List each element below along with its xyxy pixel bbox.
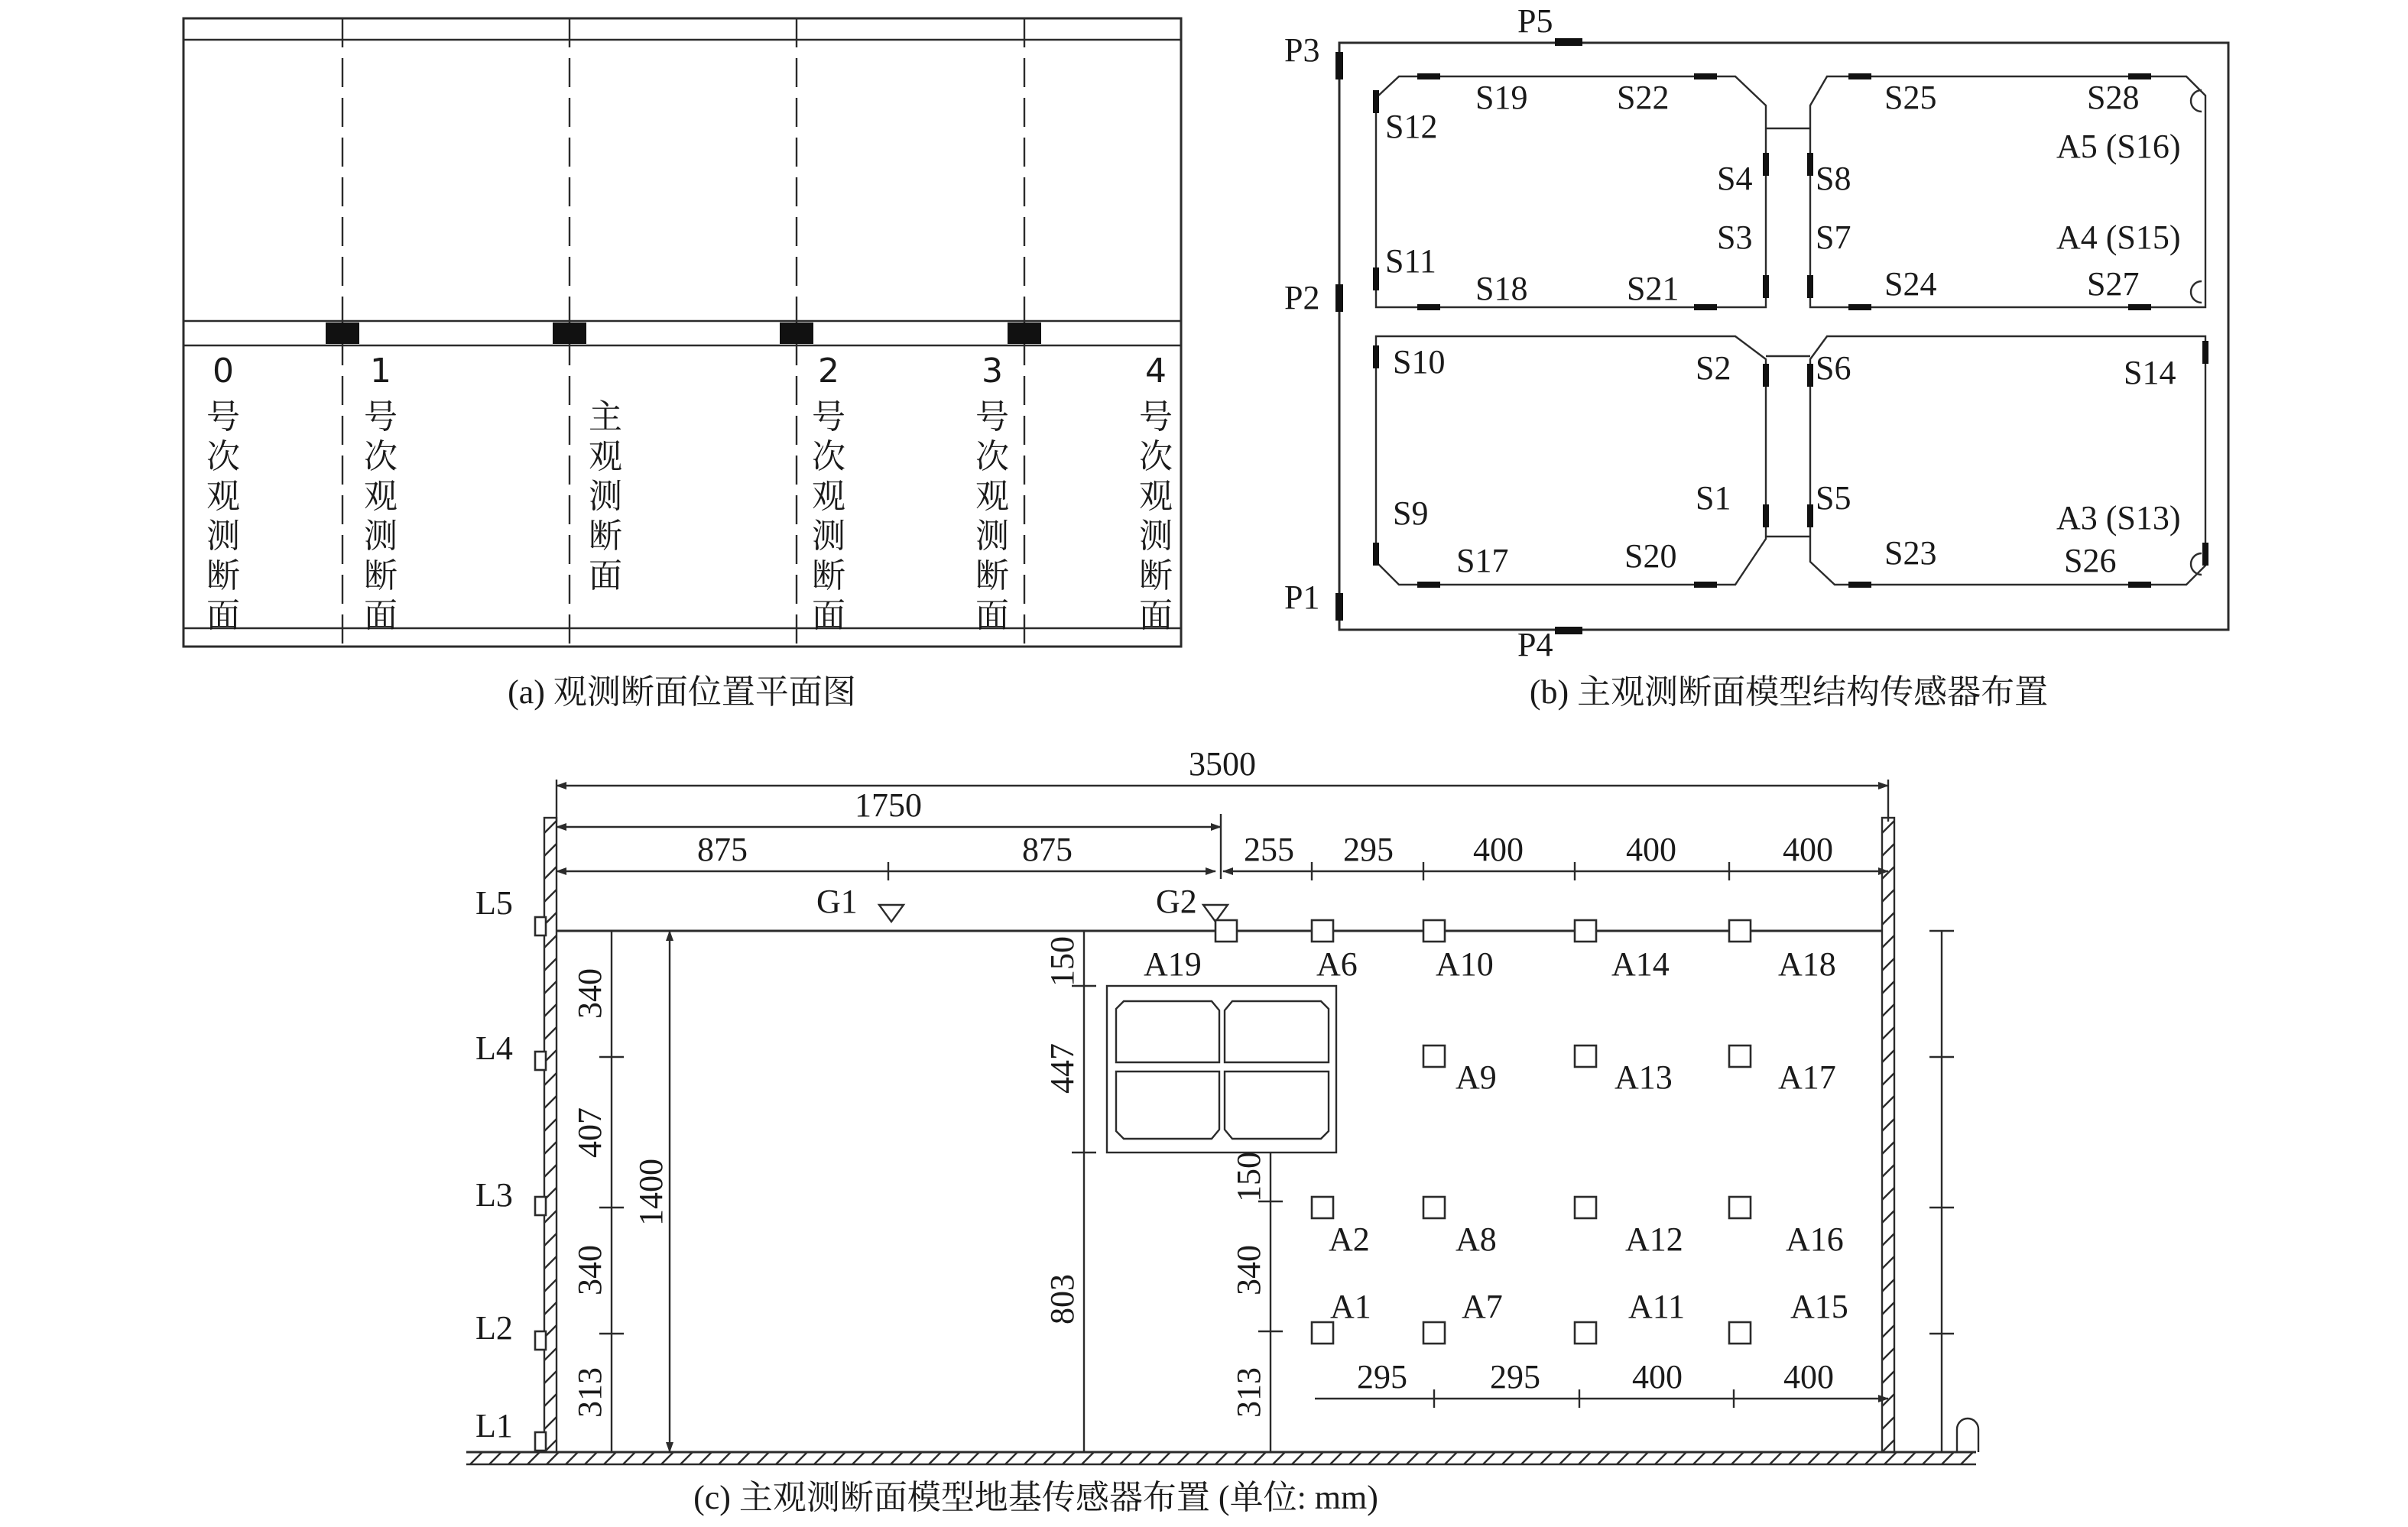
mark-s9 xyxy=(1373,543,1379,566)
left-dim-1400-label: 1400 xyxy=(632,1159,670,1226)
label-s28: S28 xyxy=(2087,79,2140,116)
mark-s8 xyxy=(1807,153,1813,176)
caption-c: (c) 主观测断面模型地基传感器布置 (单位: mm) xyxy=(693,1479,1378,1516)
label-s12: S12 xyxy=(1385,108,1438,145)
accel-a17 xyxy=(1729,1046,1751,1067)
l5-label: L5 xyxy=(475,884,513,922)
accel-a16 xyxy=(1729,1197,1751,1218)
label-s23: S23 xyxy=(1884,534,1937,572)
label-s14: S14 xyxy=(2124,354,2176,391)
label-s18: S18 xyxy=(1475,270,1528,307)
left-wall xyxy=(544,818,557,1452)
accel-a18-label: A18 xyxy=(1778,945,1836,983)
label-s27: S27 xyxy=(2087,265,2140,303)
mark-s27 xyxy=(2128,304,2151,310)
accel-a7 xyxy=(1423,1322,1445,1344)
mark-s25 xyxy=(1848,73,1871,79)
label-s20: S20 xyxy=(1624,537,1677,575)
label-s19: S19 xyxy=(1475,79,1528,116)
accel-a14 xyxy=(1575,920,1596,942)
accel-a18 xyxy=(1729,920,1751,942)
accel-a14-label: A14 xyxy=(1611,945,1670,983)
accel-a17-label: A17 xyxy=(1778,1059,1836,1096)
section-main-label: 主观测断面 xyxy=(589,397,622,595)
section-4-number: 4 xyxy=(1145,352,1167,391)
accel-a9 xyxy=(1423,1046,1445,1067)
left-wall-hatch xyxy=(544,821,557,1452)
label-p1: P1 xyxy=(1284,579,1320,616)
mark-s2 xyxy=(1763,364,1769,387)
l3-sensor xyxy=(535,1197,546,1215)
accel-a8 xyxy=(1423,1197,1445,1218)
accel-a1 xyxy=(1312,1322,1333,1344)
inner-dim-150-label: 150 xyxy=(1230,1152,1267,1202)
sensor-p1 xyxy=(1335,593,1343,621)
sensor-p3 xyxy=(1335,52,1343,79)
tunnel-cell-bl xyxy=(1116,1071,1219,1139)
label-s22: S22 xyxy=(1617,79,1670,116)
label-p2: P2 xyxy=(1284,279,1320,316)
accel-a8-label: A8 xyxy=(1456,1221,1497,1258)
accel-a16-label: A16 xyxy=(1786,1221,1844,1258)
bottom-dim-295a-label: 295 xyxy=(1357,1358,1407,1396)
accel-a12-label: A12 xyxy=(1625,1221,1683,1258)
mark-s12 xyxy=(1373,90,1379,113)
accel-a2 xyxy=(1312,1197,1333,1218)
mark-s1 xyxy=(1763,504,1769,527)
cell-top-right xyxy=(1810,76,2205,307)
mark-s6 xyxy=(1807,364,1813,387)
left-dim-313-label: 313 xyxy=(571,1367,608,1418)
right-wall-hatch xyxy=(1882,821,1894,1452)
section-3-label: 号次观测断面 xyxy=(975,397,1009,635)
mark-s19 xyxy=(1417,73,1440,79)
label-s7: S7 xyxy=(1816,219,1851,256)
accel-a15-label: A15 xyxy=(1790,1288,1848,1325)
sensor-block-2 xyxy=(780,323,813,344)
inner-dim-340-label: 340 xyxy=(1230,1245,1267,1295)
left-dim-340b-label: 340 xyxy=(571,1245,608,1295)
mark-s5 xyxy=(1807,504,1813,527)
mark-s23 xyxy=(1848,582,1871,588)
label-s2: S2 xyxy=(1696,349,1731,387)
section-0-number: 0 xyxy=(213,352,234,391)
tunnel-cell-br xyxy=(1225,1071,1329,1139)
caption-b: (b) 主观测断面模型结构传感器布置 xyxy=(1529,673,2049,711)
label-s24: S24 xyxy=(1884,265,1937,303)
accel-a11 xyxy=(1575,1322,1596,1344)
label-s8: S8 xyxy=(1816,160,1851,197)
mark-s7 xyxy=(1807,275,1813,298)
sensor-p2 xyxy=(1335,284,1343,312)
l3-label: L3 xyxy=(475,1176,513,1214)
sensor-p4 xyxy=(1555,627,1582,634)
label-p4: P4 xyxy=(1517,626,1553,663)
dim-875b-label: 875 xyxy=(1022,831,1073,868)
l2-sensor xyxy=(535,1331,546,1350)
section-2-label: 号次观测断面 xyxy=(812,397,845,635)
label-a3: A3 (S13) xyxy=(2056,499,2181,537)
tunnel-cell-tl xyxy=(1116,1001,1219,1062)
dim-400c-label: 400 xyxy=(1783,831,1833,868)
g2-label: G2 xyxy=(1156,883,1197,920)
mark-s13 xyxy=(2202,543,2208,566)
l1-label: L1 xyxy=(475,1407,513,1444)
mid-dim-803-label: 803 xyxy=(1043,1274,1081,1324)
mark-s18 xyxy=(1417,304,1440,310)
label-s3: S3 xyxy=(1717,219,1753,256)
accel-a1-label: A1 xyxy=(1330,1288,1371,1325)
g1-label: G1 xyxy=(816,883,858,920)
accel-a15 xyxy=(1729,1322,1751,1344)
label-s4: S4 xyxy=(1717,160,1753,197)
dim-400a-label: 400 xyxy=(1473,831,1524,868)
label-s5: S5 xyxy=(1816,479,1851,517)
sensor-block-3 xyxy=(1008,323,1041,344)
sensor-block-main xyxy=(553,323,586,344)
section-0-label: 号次观测断面 xyxy=(206,397,240,635)
label-a5: A5 (S16) xyxy=(2056,128,2181,165)
ground-hatch xyxy=(470,1452,1973,1464)
dim-400b-label: 400 xyxy=(1626,831,1676,868)
label-s11: S11 xyxy=(1385,242,1436,280)
label-s25: S25 xyxy=(1884,79,1937,116)
accel-a6-label: A6 xyxy=(1316,945,1358,983)
g2-marker xyxy=(1203,905,1228,922)
accel-a13 xyxy=(1575,1046,1596,1067)
right-base-sensor-icon xyxy=(1957,1418,1978,1452)
panel-c-foundation xyxy=(466,745,1978,1516)
accel-a4-icon xyxy=(2191,281,2202,303)
l4-sensor xyxy=(535,1052,546,1070)
label-s21: S21 xyxy=(1627,270,1679,307)
dim-875a-label: 875 xyxy=(697,831,748,868)
accel-a6 xyxy=(1312,920,1333,942)
mark-s22 xyxy=(1694,73,1717,79)
accel-a10 xyxy=(1423,920,1445,942)
label-s1: S1 xyxy=(1696,479,1731,517)
mark-s24 xyxy=(1848,304,1871,310)
tunnel-cell-tr xyxy=(1225,1001,1329,1062)
right-wall xyxy=(1882,818,1894,1452)
accel-a7-label: A7 xyxy=(1462,1288,1503,1325)
l5-sensor xyxy=(535,917,546,935)
accel-a11-label: A11 xyxy=(1628,1288,1686,1325)
label-s9: S9 xyxy=(1393,494,1429,532)
mark-s4 xyxy=(1763,153,1769,176)
section-1-number: 1 xyxy=(370,352,391,391)
accel-a10-label: A10 xyxy=(1436,945,1494,983)
label-p3: P3 xyxy=(1284,31,1320,69)
dim-1750-label: 1750 xyxy=(855,786,922,824)
mark-s20 xyxy=(1694,582,1717,588)
sensor-block-1 xyxy=(326,323,359,344)
l4-label: L4 xyxy=(475,1029,513,1067)
mid-dim-150-label: 150 xyxy=(1043,936,1081,987)
label-s10: S10 xyxy=(1393,343,1446,381)
bottom-dim-295b-label: 295 xyxy=(1490,1358,1540,1396)
section-4-label: 号次观测断面 xyxy=(1139,397,1173,635)
dim-3500-label: 3500 xyxy=(1189,745,1256,783)
mark-s17 xyxy=(1417,582,1440,588)
panel-a-plan xyxy=(183,18,1181,711)
accel-a2-label: A2 xyxy=(1329,1221,1370,1258)
tunnel-box-outer xyxy=(1107,986,1336,1153)
left-dim-407-label: 407 xyxy=(571,1107,608,1158)
accel-a9-label: A9 xyxy=(1456,1059,1497,1096)
accel-a19-label: A19 xyxy=(1144,945,1202,983)
label-a4: A4 (S15) xyxy=(2056,219,2181,256)
label-p5: P5 xyxy=(1517,2,1553,40)
l2-label: L2 xyxy=(475,1309,513,1347)
caption-a: (a) 观测断面位置平面图 xyxy=(508,673,856,711)
left-dim-340a-label: 340 xyxy=(571,968,608,1019)
l1-sensor xyxy=(535,1432,546,1451)
accel-a19 xyxy=(1215,920,1237,942)
bottom-dim-400a-label: 400 xyxy=(1632,1358,1683,1396)
g1-marker xyxy=(879,905,904,922)
accel-a5-icon xyxy=(2191,90,2202,112)
accel-a12 xyxy=(1575,1197,1596,1218)
bottom-dim-400b-label: 400 xyxy=(1783,1358,1834,1396)
mark-s10 xyxy=(1373,345,1379,368)
mark-s14 xyxy=(2202,341,2208,364)
label-s26: S26 xyxy=(2064,542,2117,579)
mark-s3 xyxy=(1763,275,1769,298)
panel-b-structure xyxy=(1284,2,2228,711)
section-2-number: 2 xyxy=(818,352,839,391)
dim-255-label: 255 xyxy=(1244,831,1294,868)
label-s17: S17 xyxy=(1456,542,1509,579)
section-3-number: 3 xyxy=(982,352,1003,391)
sensor-p5 xyxy=(1555,38,1582,46)
mark-s11 xyxy=(1373,267,1379,290)
mark-s21 xyxy=(1694,304,1717,310)
section-1-label: 号次观测断面 xyxy=(364,397,398,635)
mid-dim-447-label: 447 xyxy=(1043,1043,1081,1094)
dim-295-label: 295 xyxy=(1343,831,1394,868)
accel-a13-label: A13 xyxy=(1615,1059,1673,1096)
inner-dim-313-label: 313 xyxy=(1230,1367,1267,1418)
mark-s26 xyxy=(2128,582,2151,588)
label-s6: S6 xyxy=(1816,349,1851,387)
